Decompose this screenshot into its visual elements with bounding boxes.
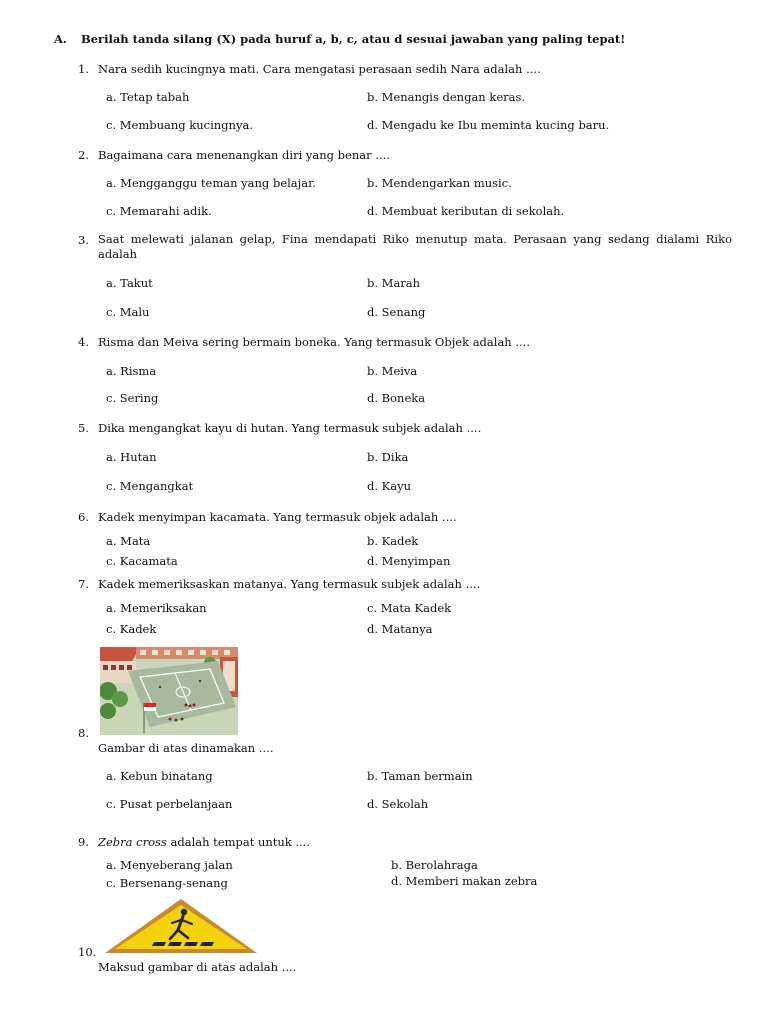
school-courtyard-image bbox=[100, 647, 238, 735]
answer-option[interactable]: a. Mengganggu teman yang belajar. bbox=[106, 176, 316, 190]
answer-option[interactable]: d. Mengadu ke Ibu meminta kucing baru. bbox=[367, 118, 610, 132]
answer-option[interactable]: b. Meiva bbox=[367, 364, 418, 378]
question-number: 7. bbox=[78, 577, 89, 591]
answer-option[interactable]: b. Mendengarkan music. bbox=[367, 176, 512, 190]
question-text: Gambar di atas dinamakan .... bbox=[98, 741, 274, 755]
answer-option[interactable]: d. Senang bbox=[367, 305, 426, 319]
question-text: Kadek menyimpan kacamata. Yang termasuk objek adalah .... bbox=[98, 510, 457, 524]
answer-option[interactable]: d. Matanya bbox=[367, 622, 433, 636]
answer-option[interactable]: d. Boneka bbox=[367, 391, 426, 405]
question-number: 1. bbox=[78, 62, 89, 76]
answer-option[interactable]: c. Pusat perbelanjaan bbox=[106, 797, 233, 811]
question-number: 2. bbox=[78, 148, 89, 162]
question-text: Saat melewati jalanan gelap, Fina mendapati Riko menutup mata. Perasaan yang sedang dialami Riko adalah bbox=[98, 232, 732, 261]
question-number: 8. bbox=[78, 726, 89, 740]
answer-option[interactable]: c. Mengangkat bbox=[106, 479, 194, 493]
question-text: Dika mengangkat kayu di hutan. Yang termasuk subjek adalah .... bbox=[98, 421, 482, 435]
answer-option[interactable]: b. Taman bermain bbox=[367, 769, 473, 783]
question-number: 10. bbox=[78, 945, 97, 959]
answer-option[interactable]: c. Memarahi adik. bbox=[106, 204, 212, 218]
answer-option[interactable]: d. Menyimpan bbox=[367, 554, 451, 568]
answer-option[interactable]: a. Mata bbox=[106, 534, 151, 548]
answer-option[interactable]: d. Kayu bbox=[367, 479, 412, 493]
answer-option[interactable]: b. Kadek bbox=[367, 534, 419, 548]
answer-option[interactable]: c. Kacamata bbox=[106, 554, 178, 568]
answer-option[interactable]: a. Menyeberang jalan bbox=[106, 858, 233, 872]
answer-option[interactable]: c. Mata Kadek bbox=[367, 601, 452, 615]
question-number: 5. bbox=[78, 421, 89, 435]
zebra-cross-term: Zebra cross bbox=[98, 835, 167, 849]
pedestrian-crossing-sign-icon bbox=[104, 898, 258, 954]
answer-option[interactable]: c. Kadek bbox=[106, 622, 157, 636]
answer-option[interactable]: b. Marah bbox=[367, 276, 421, 290]
answer-option[interactable]: a. Hutan bbox=[106, 450, 157, 464]
answer-option[interactable]: c. Membuang kucingnya. bbox=[106, 118, 253, 132]
section-instruction: Berilah tanda silang (X) pada huruf a, b, c, atau d sesuai jawaban yang paling tepat! bbox=[81, 32, 626, 46]
answer-option[interactable]: a. Takut bbox=[106, 276, 153, 290]
answer-option[interactable]: d. Membuat keributan di sekolah. bbox=[367, 204, 565, 218]
question-text-rest: adalah tempat untuk .... bbox=[166, 835, 311, 849]
answer-option[interactable]: a. Memeriksakan bbox=[106, 601, 207, 615]
question-number: 3. bbox=[78, 233, 89, 247]
question-text: Maksud gambar di atas adalah .... bbox=[98, 960, 297, 974]
question-number: 9. bbox=[78, 835, 89, 849]
answer-option[interactable]: c. Malu bbox=[106, 305, 150, 319]
answer-option[interactable]: c. Sering bbox=[106, 391, 159, 405]
question-number: 6. bbox=[78, 510, 89, 524]
question-text: Nara sedih kucingnya mati. Cara mengatasi perasaan sedih Nara adalah .... bbox=[98, 62, 541, 76]
answer-option[interactable]: b. Berolahraga bbox=[391, 858, 478, 872]
answer-option[interactable]: a. Kebun binatang bbox=[106, 769, 213, 783]
answer-option[interactable]: a. Risma bbox=[106, 364, 157, 378]
answer-option[interactable]: b. Dika bbox=[367, 450, 409, 464]
answer-option[interactable]: d. Sekolah bbox=[367, 797, 429, 811]
answer-option[interactable]: a. Tetap tabah bbox=[106, 90, 190, 104]
question-text: Bagaimana cara menenangkan diri yang benar .... bbox=[98, 148, 390, 162]
question-text: Kadek memeriksaskan matanya. Yang termasuk subjek adalah .... bbox=[98, 577, 481, 591]
question-number: 4. bbox=[78, 335, 89, 349]
answer-option[interactable]: b. Menangis dengan keras. bbox=[367, 90, 526, 104]
section-letter: A. bbox=[54, 32, 67, 46]
question-text: Risma dan Meiva sering bermain boneka. Yang termasuk Objek adalah .... bbox=[98, 335, 530, 349]
question-text bbox=[98, 835, 310, 849]
answer-option[interactable]: c. Bersenang-senang bbox=[106, 876, 228, 890]
answer-option[interactable]: d. Memberi makan zebra bbox=[391, 874, 538, 888]
